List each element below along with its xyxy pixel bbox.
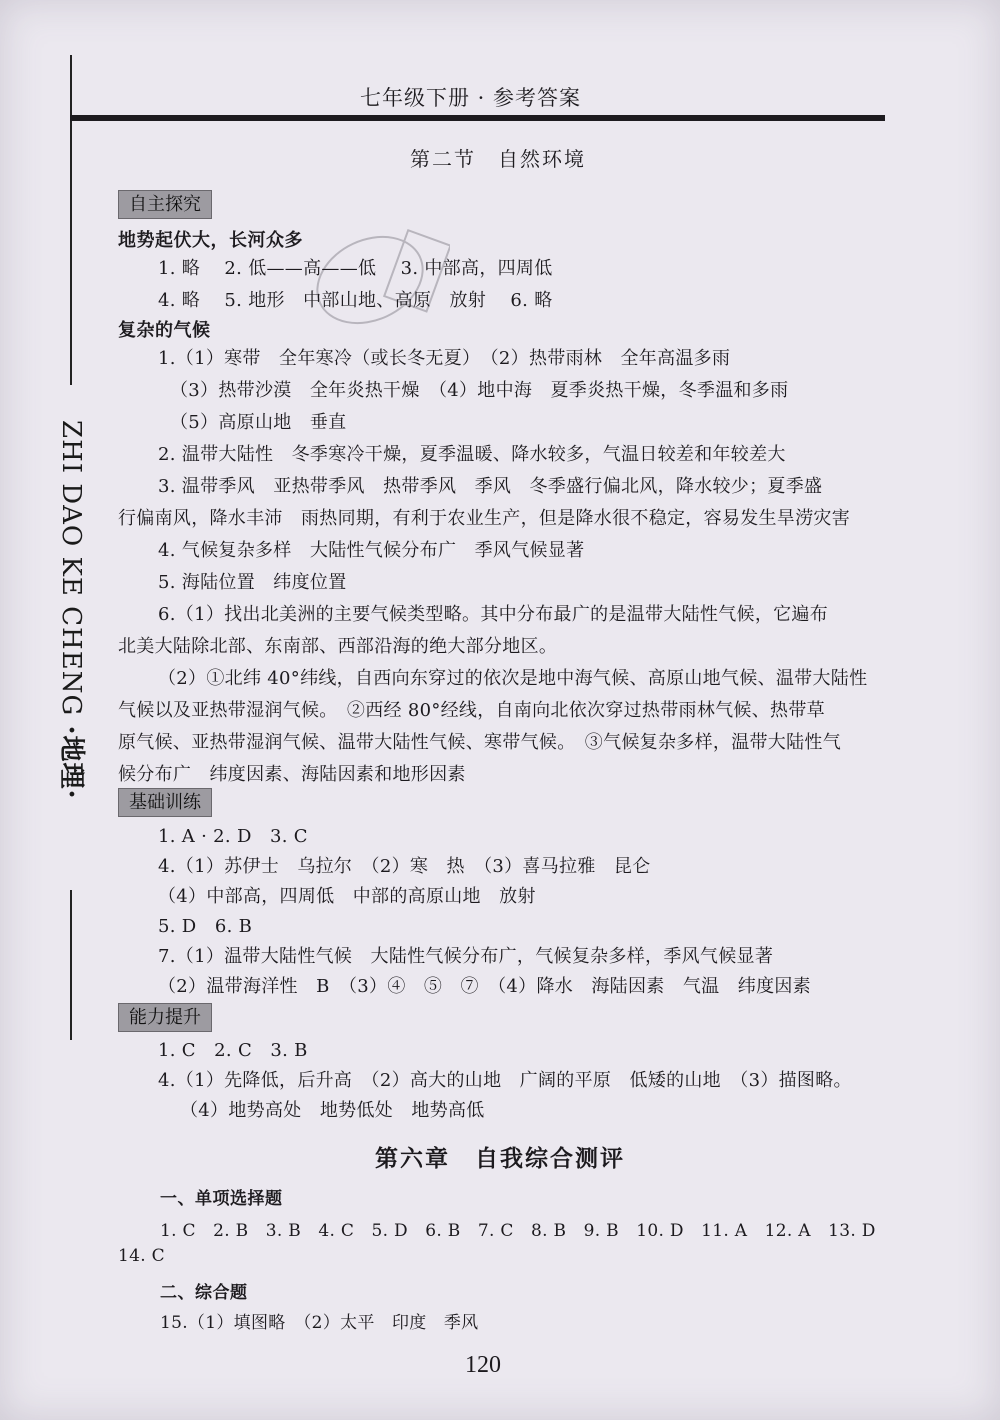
section-title: 第二节 自然环境 — [410, 147, 586, 171]
tag-ability-boost: 能力提升 — [118, 1003, 212, 1032]
subheading-climate: 复杂的气候 — [118, 320, 211, 341]
answer-line: 1.（1）寒带 全年寒冷（或长冬无夏） （2）热带雨林 全年高温多雨 — [158, 348, 731, 369]
answer-line: 原气候、亚热带湿润气候、温带大陆性气候、寒带气候。 ③气候复杂多样，温带大陆性气 — [118, 732, 841, 753]
answer-line: （4）地势高处 地势低处 地势高低 — [180, 1100, 485, 1121]
margin-rule-bottom — [70, 890, 72, 1040]
answer-line: （4）中部高，四周低 中部的高原山地 放射 — [158, 886, 536, 907]
answer-line: 1. 略 2. 低——高——低 3. 中部高，四周低 — [158, 258, 553, 279]
answer-line: 4. 气候复杂多样 大陆性气候分布广 季风气候显著 — [158, 540, 585, 561]
chapter-title: 第六章 自我综合测评 — [375, 1145, 625, 1172]
header-rule — [70, 115, 885, 121]
answer-line: 行偏南风，降水丰沛 雨热同期，有利于农业生产，但是降水很不稳定，容易发生旱涝灾害 — [118, 508, 850, 529]
answer-line: 2. 温带大陆性 冬季寒冷干燥，夏季温暖、降水较多，气温日较差和年较差大 — [158, 444, 786, 465]
tag-basic-training: 基础训练 — [118, 788, 212, 817]
spine-latin: ZHI DAO KE CHENG — [56, 420, 86, 717]
header-title: 七年级下册 · 参考答案 — [360, 86, 582, 110]
stamp-watermark — [300, 225, 450, 335]
margin-rule-top — [70, 55, 72, 385]
spine-subject: ·地理· — [56, 725, 86, 800]
answer-line: 7.（1）温带大陆性气候 大陆性气候分布广，气候复杂多样，季风气候显著 — [158, 946, 774, 967]
answer-line: 气候以及亚热带湿润气候。 ②西经 80°经线，自南向北依次穿过热带雨林气候、热带草 — [118, 700, 825, 721]
spine-text — [52, 420, 92, 880]
answer-line: 1. C 2. B 3. B 4. C 5. D 6. B 7. C 8. B 9. B 10. D 11. A 12. A 13. D — [160, 1221, 876, 1241]
answer-line: 5. 海陆位置 纬度位置 — [158, 572, 347, 593]
answer-line: 15.（1）填图略 （2）太平 印度 季风 — [160, 1313, 479, 1333]
answer-line: 14. C — [118, 1246, 165, 1266]
answer-line: 6.（1）找出北美洲的主要气候类型略。其中分布最广的是温带大陆性气候，它遍布 — [158, 604, 829, 625]
answer-line: 北美大陆除北部、东南部、西部沿海的绝大部分地区。 — [118, 636, 558, 657]
answer-line: （2）①北纬 40°纬线，自西向东穿过的依次是地中海气候、高原山地气候、温带大陆性 — [158, 668, 868, 689]
answer-line: 4.（1）苏伊士 乌拉尔 （2）寒 热 （3）喜马拉雅 昆仑 — [158, 856, 651, 877]
heading-single-choice: 一、单项选择题 — [160, 1189, 283, 1209]
answer-line: 1. A · 2. D 3. C — [158, 826, 308, 847]
page-number: 120 — [465, 1352, 501, 1378]
answer-line: （5）高原山地 垂直 — [170, 412, 347, 433]
answer-line: （3）热带沙漠 全年炎热干燥 （4）地中海 夏季炎热干燥，冬季温和多雨 — [170, 380, 789, 401]
subheading-terrain: 地势起伏大，长河众多 — [118, 230, 303, 251]
answer-line: 候分布广 纬度因素、海陆因素和地形因素 — [118, 764, 466, 785]
answer-line: 5. D 6. B — [158, 916, 253, 937]
answer-line: 3. 温带季风 亚热带季风 热带季风 季风 冬季盛行偏北风，降水较少；夏季盛 — [158, 476, 823, 497]
tag-self-explore: 自主探究 — [118, 190, 212, 219]
answer-line: （2）温带海洋性 B （3）④ ⑤ ⑦ （4）降水 海陆因素 气温 纬度因素 — [158, 976, 811, 997]
answer-line: 1. C 2. C 3. B — [158, 1040, 308, 1061]
heading-comprehensive: 二、综合题 — [160, 1283, 248, 1303]
answer-line: 4. 略 5. 地形 中部山地、高原 放射 6. 略 — [158, 290, 553, 311]
answer-line: 4.（1）先降低，后升高 （2）高大的山地 广阔的平原 低矮的山地 （3）描图略。 — [158, 1070, 852, 1091]
